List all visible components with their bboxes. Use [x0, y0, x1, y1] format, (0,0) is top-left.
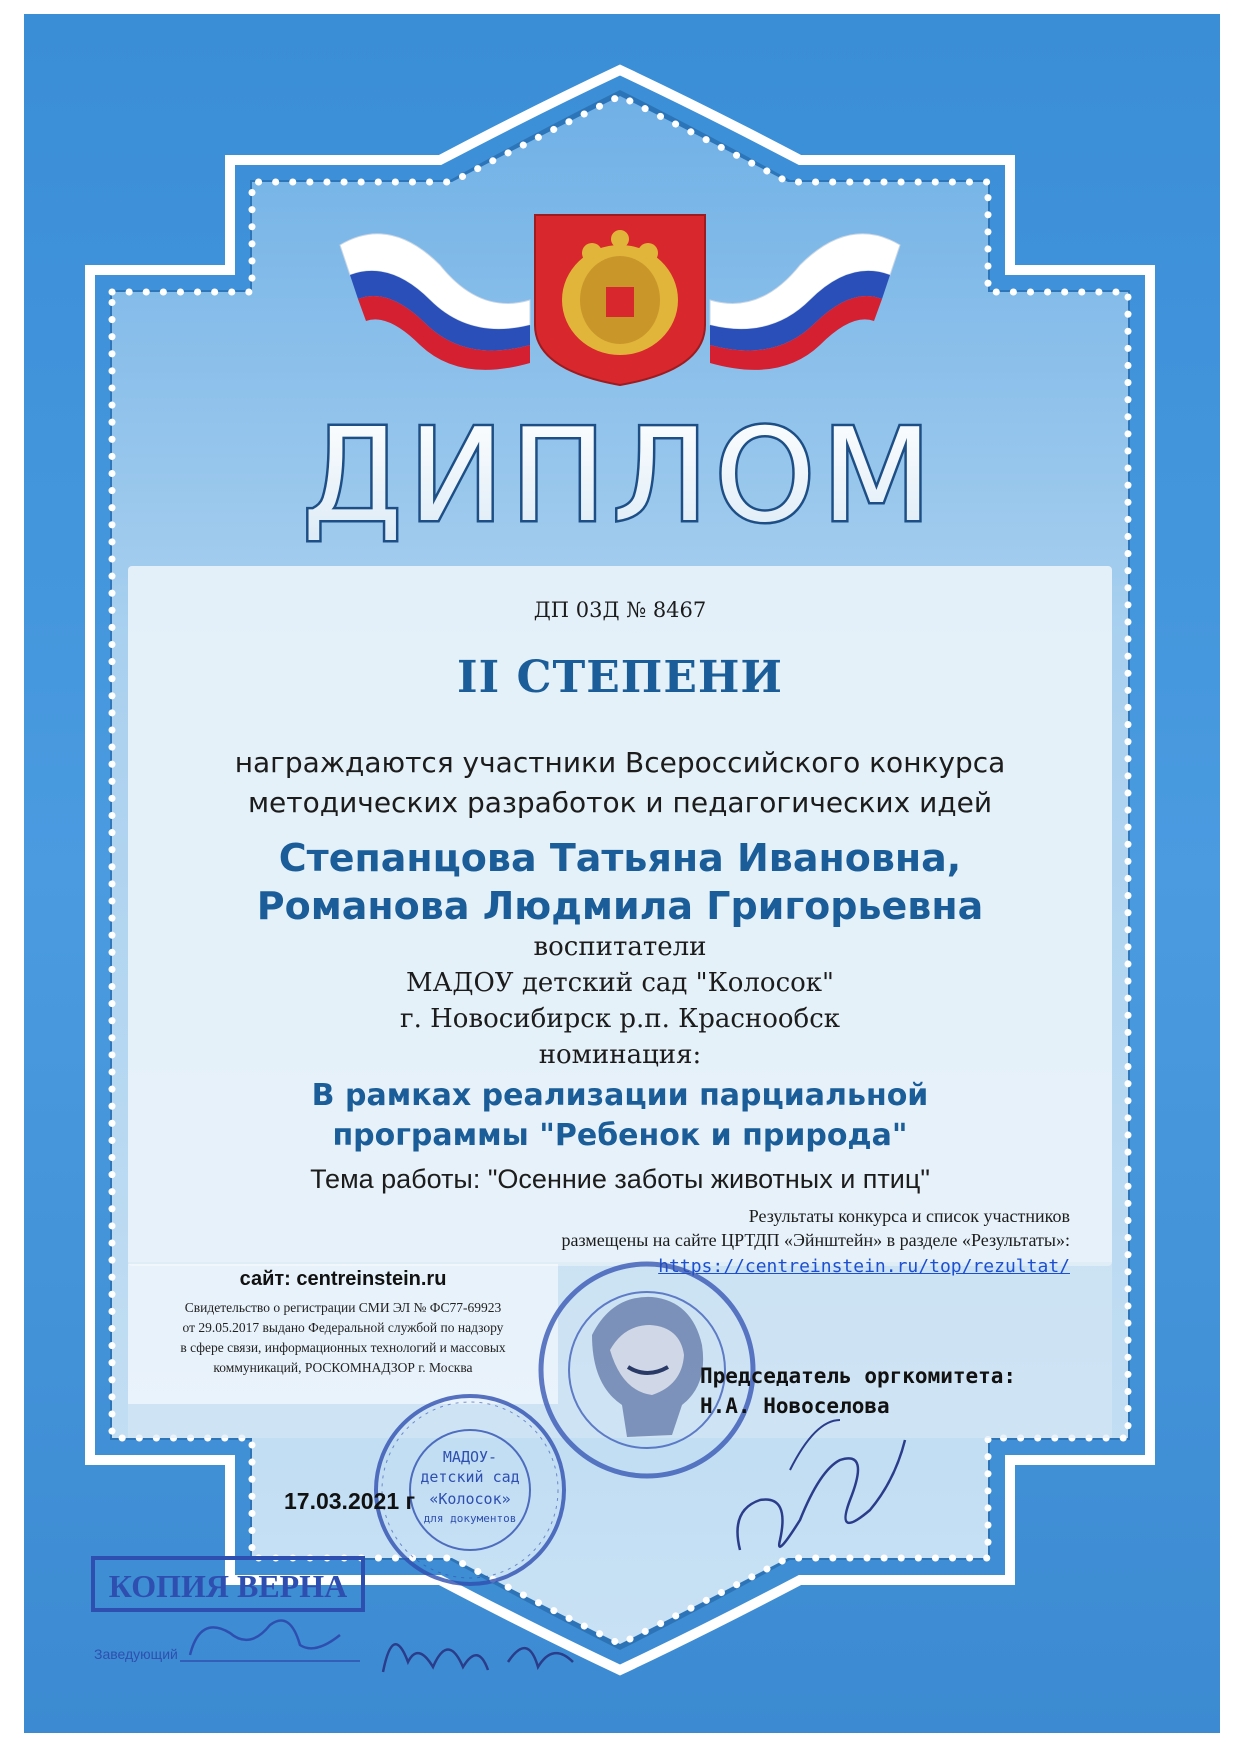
svg-text:ДИПЛОМ: ДИПЛОМ — [302, 402, 938, 545]
registration-line-4: коммуникаций, РОСКОМНАДЗОР г. Москва — [213, 1360, 473, 1375]
issue-date: 17.03.2021 г — [284, 1488, 416, 1514]
recipient-position: воспитатели — [533, 932, 707, 962]
site-address: сайт: centreinstein.ru — [239, 1268, 447, 1290]
diploma-title — [270, 395, 970, 545]
results-link[interactable]: https://centreinstein.ru/top/rezultat/ — [658, 1256, 1070, 1277]
award-statement-line-1: награждаются участники Всероссийского конкурса — [234, 746, 1006, 779]
recipient-organization: МАДОУ детский сад "Колосок" — [406, 968, 834, 998]
recipient-city: г. Новосибирск р.п. Краснообск — [399, 1004, 841, 1034]
coat-of-arms-emblem — [330, 205, 910, 390]
registration-line-3: в сфере связи, информационных технологий и массовых — [180, 1340, 506, 1355]
svg-text:МАДОУ-: МАДОУ- — [442, 1448, 498, 1466]
work-topic: Тема работы: "Осенние заботы животных и птиц" — [310, 1164, 930, 1194]
recipient-name-1: Степанцова Татьяна Ивановна, — [278, 836, 962, 880]
document-number: ДП 03Д № 8467 — [533, 598, 707, 622]
nomination-line-2: программы "Ребенок и природа" — [332, 1118, 908, 1153]
svg-text:Заведующий: Заведующий — [94, 1646, 178, 1662]
registration-line-2: от 29.05.2017 выдано Федеральной службой по надзору — [182, 1320, 504, 1335]
svg-text:для документов: для документов — [423, 1512, 517, 1525]
svg-text:детский сад: детский сад — [420, 1468, 520, 1486]
chair-signature — [720, 1400, 910, 1570]
committee-chair-title: Председатель оргкомитета: — [700, 1364, 1017, 1388]
nomination-label: номинация: — [538, 1040, 702, 1070]
committee-chair-name: Н.А. Новоселова — [700, 1394, 890, 1418]
svg-text:КОПИЯ ВЕРНА: КОПИЯ ВЕРНА — [108, 1568, 348, 1604]
nomination-line-1: В рамках реализации парциальной — [311, 1078, 929, 1113]
results-note-line-1: Результаты конкурса и список участников — [748, 1206, 1070, 1226]
registration-line-1: Свидетельство о регистрации СМИ ЭЛ № ФС77-69923 — [184, 1300, 502, 1315]
svg-text:«Колосок»: «Колосок» — [429, 1490, 511, 1508]
recipient-name-2: Романова Людмила Григорьевна — [256, 884, 984, 928]
award-statement-line-2: методических разработок и педагогических идей — [247, 786, 993, 819]
seal-mini-marks — [560, 1570, 570, 1580]
head-signature — [378, 1612, 578, 1682]
award-degree: II СТЕПЕНИ — [456, 652, 783, 703]
results-note-line-2: размещены на сайте ЦРТДП «Эйнштейн» в разделе «Результаты»: — [561, 1230, 1070, 1250]
certified-copy-stamp — [90, 1555, 375, 1675]
